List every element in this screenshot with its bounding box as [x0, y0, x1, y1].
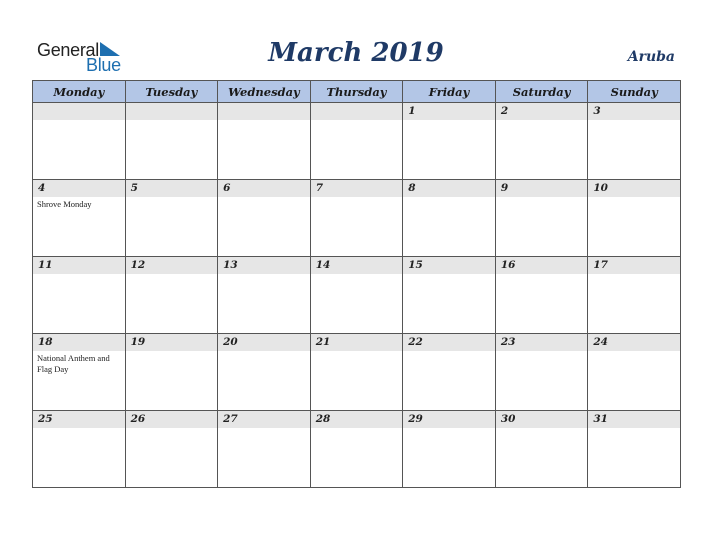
day-number: 9 [496, 180, 588, 197]
day-number: 1 [403, 103, 495, 120]
day-number: 8 [403, 180, 495, 197]
day-cell [218, 334, 311, 411]
day-number: 27 [218, 411, 310, 428]
day-cell [125, 334, 218, 411]
day-number [126, 103, 218, 120]
day-number: 14 [311, 257, 403, 274]
day-number: 18 [33, 334, 125, 351]
day-cell [33, 103, 126, 180]
day-cell [218, 180, 311, 257]
country-label: Aruba [627, 49, 675, 65]
day-number: 12 [126, 257, 218, 274]
weekday-header: Saturday [495, 81, 588, 103]
day-number: 4 [33, 180, 125, 197]
day-cell [495, 411, 588, 488]
day-cell [588, 180, 681, 257]
day-number: 21 [311, 334, 403, 351]
day-cell [403, 411, 496, 488]
weekday-header: Monday [33, 81, 126, 103]
day-number: 5 [126, 180, 218, 197]
day-number: 20 [218, 334, 310, 351]
day-number: 23 [496, 334, 588, 351]
day-cell [310, 411, 403, 488]
day-cell [218, 103, 311, 180]
day-number: 13 [218, 257, 310, 274]
day-cell [310, 103, 403, 180]
day-number: 19 [126, 334, 218, 351]
week-row [33, 103, 681, 180]
day-cell [495, 334, 588, 411]
day-cell [310, 180, 403, 257]
day-cell [495, 257, 588, 334]
logo-text-blue: Blue [86, 55, 121, 75]
day-cell [218, 411, 311, 488]
day-cell [588, 334, 681, 411]
logo-text-general: General [37, 40, 99, 60]
holiday-label: National Anthem and Flag Day [37, 353, 110, 374]
weekday-header: Friday [403, 81, 496, 103]
day-cell [403, 180, 496, 257]
holiday-label: Shrove Monday [37, 199, 92, 209]
day-number [218, 103, 310, 120]
day-number: 15 [403, 257, 495, 274]
day-cell [495, 103, 588, 180]
day-number: 6 [218, 180, 310, 197]
week-row [33, 411, 681, 488]
day-cell [588, 411, 681, 488]
day-number: 3 [588, 103, 680, 120]
day-number: 25 [33, 411, 125, 428]
day-number: 29 [403, 411, 495, 428]
weekday-header-row [33, 81, 681, 103]
day-cell [125, 180, 218, 257]
week-row [33, 334, 681, 411]
day-cell [310, 257, 403, 334]
weekday-header: Thursday [310, 81, 403, 103]
calendar-grid [32, 80, 681, 488]
day-cell [218, 257, 311, 334]
day-number: 11 [33, 257, 125, 274]
day-number: 17 [588, 257, 680, 274]
day-cell [588, 257, 681, 334]
day-number: 16 [496, 257, 588, 274]
day-cell [125, 257, 218, 334]
day-number: 22 [403, 334, 495, 351]
day-cell [403, 103, 496, 180]
calendar-title: March 2019 [268, 38, 444, 68]
day-cell [33, 334, 126, 411]
day-number: 2 [496, 103, 588, 120]
weekday-header: Tuesday [125, 81, 218, 103]
day-cell [33, 180, 126, 257]
day-number: 24 [588, 334, 680, 351]
day-number [311, 103, 403, 120]
day-cell [403, 257, 496, 334]
day-cell [33, 257, 126, 334]
day-cell [310, 334, 403, 411]
day-cell [495, 180, 588, 257]
week-row [33, 257, 681, 334]
day-cell [125, 103, 218, 180]
day-cell [33, 411, 126, 488]
week-row [33, 180, 681, 257]
day-cell [125, 411, 218, 488]
weekday-header: Sunday [588, 81, 681, 103]
day-number: 26 [126, 411, 218, 428]
day-number: 30 [496, 411, 588, 428]
day-number: 31 [588, 411, 680, 428]
day-number [33, 103, 125, 120]
day-number: 10 [588, 180, 680, 197]
day-cell [588, 103, 681, 180]
day-number: 28 [311, 411, 403, 428]
day-cell [403, 334, 496, 411]
day-number: 7 [311, 180, 403, 197]
weekday-header: Wednesday [218, 81, 311, 103]
